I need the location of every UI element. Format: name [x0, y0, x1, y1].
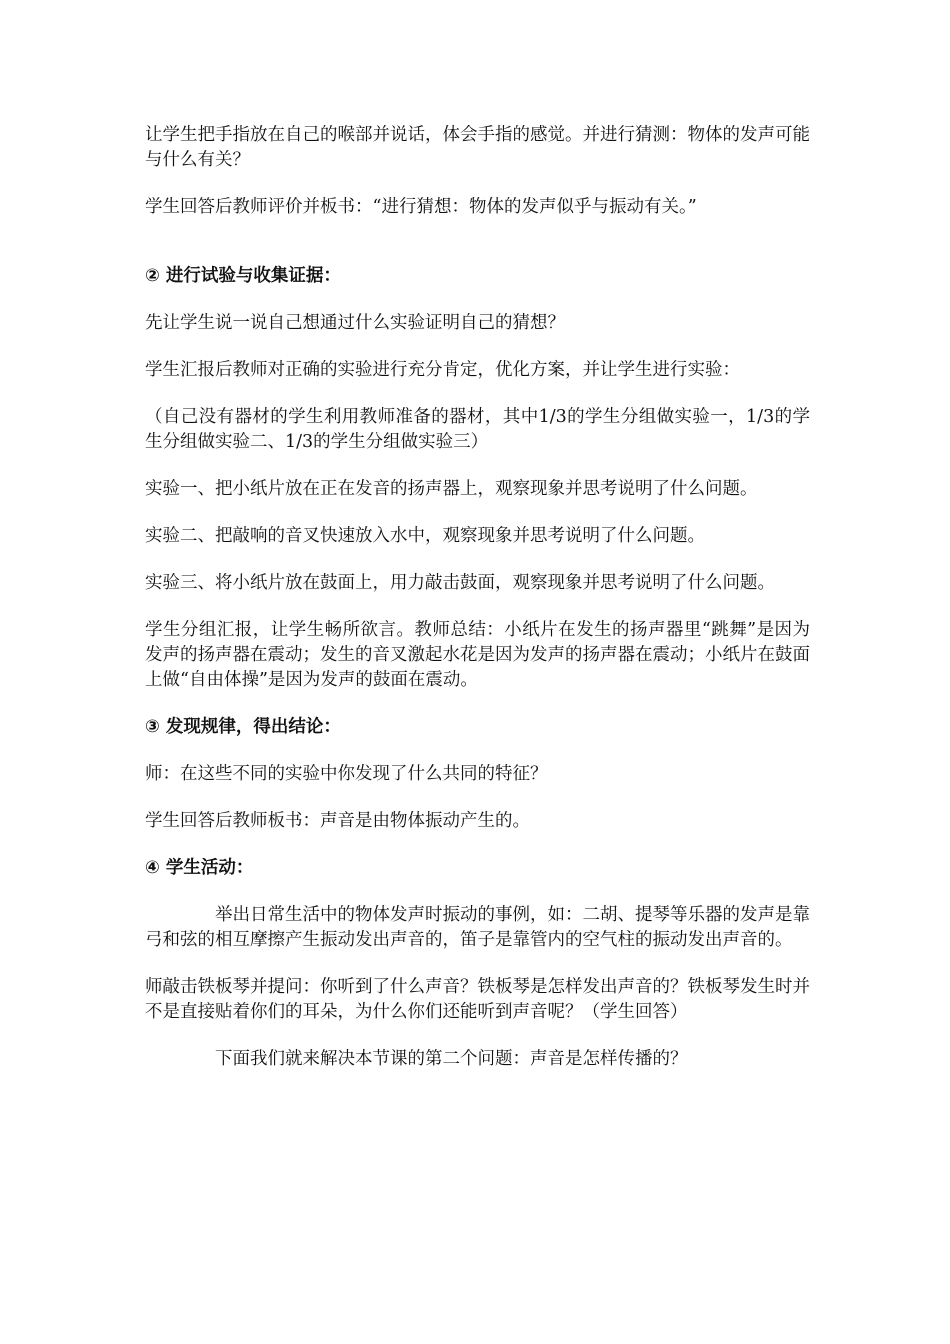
paragraph-hypothesis: 学生回答后教师评价并板书：“进行猜想：物体的发声似乎与振动有关。” [145, 197, 697, 217]
paragraph-teacher-summary: 学生分组汇报，让学生畅所欲言。教师总结：小纸片在发生的扬声器里“跳舞”是因为发声的扬声器在震动；发生的音叉激起水花是因为发声的扬声器在震动；小纸片在鼓面上做“自由体操”是因为发声的鼓面在震动。 [145, 620, 810, 690]
paragraph-experiment-three: 实验三、将小纸片放在鼓面上，用力敲击鼓面，观察现象并思考说明了什么问题。 [145, 573, 775, 593]
paragraph-xylophone-question: 师敲击铁板琴并提问：你听到了什么声音？铁板琴是怎样发出声音的？铁板琴发生时并不是直接贴着你们的耳朵，为什么你们还能听到声音呢？（学生回答） [145, 977, 810, 1022]
heading-conclusion: ③ 发现规律，得出结论： [145, 717, 341, 737]
document-body [145, 123, 810, 1094]
heading-student-activity: ④ 学生活动： [145, 858, 254, 878]
paragraph-finger-throat: 让学生把手指放在自己的喉部并说话，体会手指的感觉。并进行猜测：物体的发声可能与什么有关？ [145, 125, 810, 170]
paragraph-teacher-question: 师：在这些不同的实验中你发现了什么共同的特征？ [145, 764, 548, 784]
paragraph-next-question: 下面我们就来解决本节课的第二个问题：声音是怎样传播的？ [215, 1049, 688, 1069]
paragraph-student-propose: 先让学生说一说自己想通过什么实验证明自己的猜想？ [145, 313, 565, 333]
heading-experiment: ② 进行试验与收集证据： [145, 266, 341, 286]
paragraph-equipment-note: （自己没有器材的学生利用教师准备的器材，其中1/3的学生分组做实验一，1/3的学生分组做实验二、1/3的学生分组做实验三） [145, 407, 810, 452]
paragraph-teacher-optimize: 学生汇报后教师对正确的实验进行充分肯定，优化方案，并让学生进行实验： [145, 360, 740, 380]
paragraph-experiment-two: 实验二、把敲响的音叉快速放入水中，观察现象并思考说明了什么问题。 [145, 526, 705, 546]
paragraph-examples: 举出日常生活中的物体发声时振动的事例，如：二胡、提琴等乐器的发声是靠弓和弦的相互摩擦产生振动发出声音的，笛子是靠管内的空气柱的振动发出声音的。 [145, 905, 810, 950]
paragraph-conclusion: 学生回答后教师板书：声音是由物体振动产生的。 [145, 811, 530, 831]
paragraph-experiment-one: 实验一、把小纸片放在正在发音的扬声器上，观察现象并思考说明了什么问题。 [145, 479, 758, 499]
